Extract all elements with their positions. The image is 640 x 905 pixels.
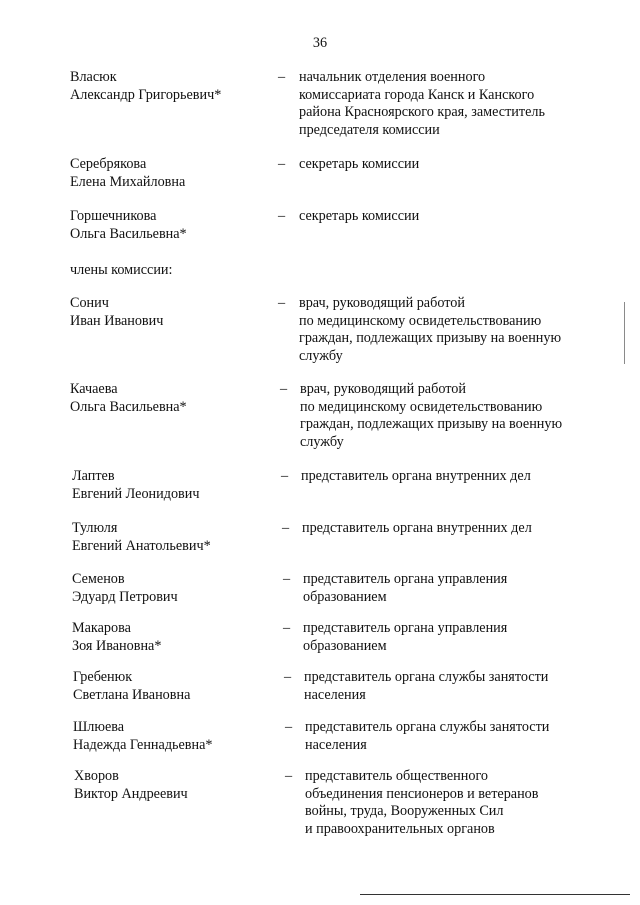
member-surname: Макарова bbox=[72, 620, 131, 636]
member-role bbox=[301, 468, 531, 486]
role-line: и правоохранительных органов bbox=[305, 820, 495, 837]
member-surname: Тулюля bbox=[72, 520, 118, 536]
member-surname: Хворов bbox=[74, 768, 119, 784]
member-role bbox=[302, 520, 532, 538]
role-line: комиссариата города Канск и Канского bbox=[299, 86, 535, 103]
role-line: председателя комиссии bbox=[299, 121, 440, 138]
dash: – bbox=[282, 520, 290, 536]
dash: – bbox=[278, 69, 286, 85]
role-line: по медицинскому освидетельствованию bbox=[299, 312, 542, 329]
role-line: представитель органа службы занятости bbox=[304, 669, 549, 685]
member-role bbox=[300, 381, 562, 451]
role-line: объединения пенсионеров и ветеранов bbox=[305, 785, 539, 802]
member-surname: Серебрякова bbox=[70, 156, 147, 172]
role-line: представитель органа службы занятости bbox=[305, 719, 550, 735]
role-line: секретарь комиссии bbox=[299, 208, 420, 224]
role-line: представитель органа внутренних дел bbox=[302, 520, 532, 536]
member-name bbox=[72, 620, 161, 655]
member-role bbox=[303, 571, 507, 606]
member-role bbox=[303, 620, 507, 655]
member-given-names: Елена Михайловна bbox=[70, 173, 186, 190]
dash: – bbox=[280, 381, 288, 397]
member-given-names: Евгений Леонидович bbox=[72, 485, 200, 502]
role-line: образованием bbox=[303, 637, 387, 654]
dash: – bbox=[283, 571, 291, 587]
member-surname: Шлюева bbox=[73, 719, 125, 735]
member-surname: Сонич bbox=[70, 295, 109, 311]
member-name bbox=[72, 468, 199, 503]
dash: – bbox=[285, 768, 293, 784]
role-line: населения bbox=[304, 686, 366, 703]
role-line: представитель общественного bbox=[305, 768, 489, 784]
role-line: представитель органа управления bbox=[303, 571, 508, 587]
member-surname: Лаптев bbox=[72, 468, 115, 484]
member-name bbox=[72, 520, 211, 555]
member-surname: Семенов bbox=[72, 571, 125, 587]
role-line: граждан, подлежащих призыву на военную bbox=[300, 416, 563, 432]
member-name bbox=[73, 669, 190, 704]
role-line: службу bbox=[300, 433, 344, 450]
member-surname: Горшечникова bbox=[70, 208, 157, 224]
dash: – bbox=[278, 156, 286, 172]
member-given-names: Евгений Анатольевич* bbox=[72, 537, 211, 554]
role-line: службу bbox=[299, 347, 343, 364]
role-line: войны, труда, Вооруженных Сил bbox=[305, 803, 504, 819]
member-name bbox=[70, 156, 185, 191]
member-role bbox=[299, 295, 561, 365]
role-line: начальник отделения военного bbox=[299, 69, 486, 85]
dash: – bbox=[283, 620, 291, 636]
member-given-names: Иван Иванович bbox=[70, 312, 164, 329]
member-given-names: Александр Григорьевич* bbox=[70, 86, 222, 103]
role-line: врач, руководящий работой bbox=[300, 381, 466, 397]
role-line: граждан, подлежащих призыву на военную bbox=[299, 330, 562, 346]
dash: – bbox=[278, 208, 286, 224]
member-surname: Гребенюк bbox=[73, 669, 133, 685]
member-role bbox=[304, 669, 548, 704]
member-role bbox=[299, 156, 419, 174]
member-role bbox=[299, 208, 419, 226]
member-name bbox=[74, 768, 188, 803]
member-given-names: Надежда Геннадьевна* bbox=[73, 736, 213, 753]
role-line: представитель органа управления bbox=[303, 620, 508, 636]
member-given-names: Виктор Андреевич bbox=[74, 785, 188, 802]
role-line: представитель органа внутренних дел bbox=[301, 468, 531, 484]
members-label: члены комиссии: bbox=[70, 262, 173, 278]
member-role bbox=[299, 69, 545, 139]
page-number: 36 bbox=[312, 35, 328, 51]
member-surname: Власюк bbox=[70, 69, 117, 85]
role-line: населения bbox=[305, 736, 367, 753]
member-name bbox=[70, 381, 187, 416]
member-name bbox=[72, 571, 178, 606]
member-given-names: Ольга Васильевна* bbox=[70, 398, 187, 415]
dash: – bbox=[281, 468, 289, 484]
member-role bbox=[305, 719, 549, 754]
role-line: секретарь комиссии bbox=[299, 156, 420, 172]
dash: – bbox=[278, 295, 286, 311]
dash: – bbox=[284, 669, 292, 685]
role-line: района Красноярского края, заместитель bbox=[299, 104, 545, 120]
role-line: врач, руководящий работой bbox=[299, 295, 465, 311]
member-name bbox=[70, 69, 221, 104]
member-name bbox=[70, 208, 187, 243]
member-given-names: Зоя Ивановна* bbox=[72, 637, 162, 654]
member-given-names: Светлана Ивановна bbox=[73, 686, 191, 703]
member-role bbox=[305, 768, 538, 838]
role-line: образованием bbox=[303, 588, 387, 605]
dash: – bbox=[285, 719, 293, 735]
member-given-names: Ольга Васильевна* bbox=[70, 225, 187, 242]
member-surname: Качаева bbox=[70, 381, 118, 397]
scan-artifact-line bbox=[624, 302, 625, 364]
scan-artifact-line bbox=[360, 894, 630, 895]
member-name bbox=[73, 719, 213, 754]
member-given-names: Эдуард Петрович bbox=[72, 588, 178, 605]
role-line: по медицинскому освидетельствованию bbox=[300, 398, 543, 415]
member-name bbox=[70, 295, 163, 330]
